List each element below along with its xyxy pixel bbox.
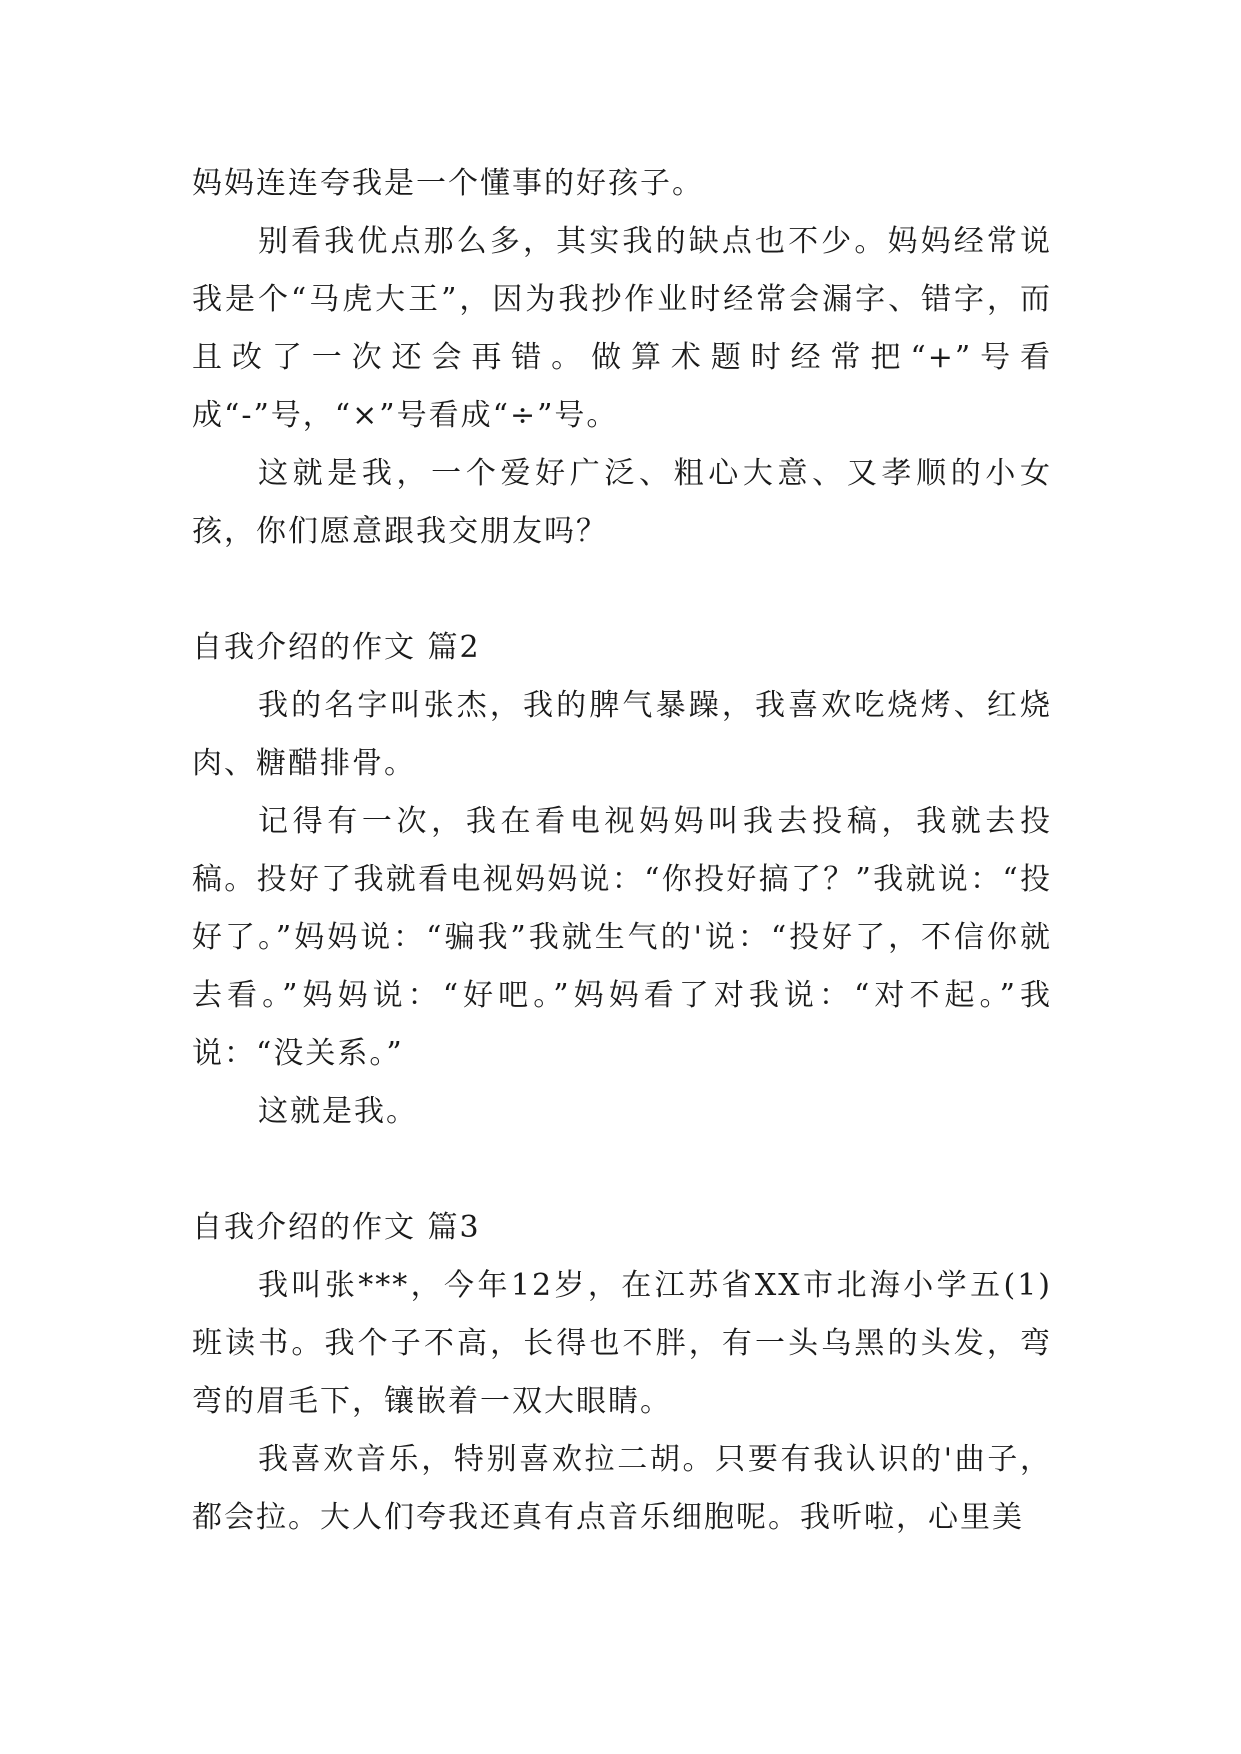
paragraph: 这就是我。 [258, 1094, 418, 1129]
paragraph: 我叫张***，今年12岁，在江苏省XX市北海小学五(1)班读书。我个子不高，长得也不胖，有一头乌黑的头发，弯弯的眉毛下，镶嵌着一双大眼睛。 [192, 1268, 1052, 1419]
document-body [192, 155, 1052, 1547]
paragraph: 我的名字叫张杰，我的脾气暴躁，我喜欢吃烧烤、红烧肉、糖醋排骨。 [192, 688, 1052, 781]
paragraph: 我喜欢音乐，特别喜欢拉二胡。只要有我认识的'曲子，都会拉。大人们夸我还真有点音乐细胞呢。我听啦，心里美 [192, 1442, 1052, 1535]
section-heading: 自我介绍的作文 篇2 [192, 630, 481, 665]
paragraph: 这就是我，一个爱好广泛、粗心大意、又孝顺的小女孩，你们愿意跟我交朋友吗？ [192, 456, 1052, 549]
section-heading: 自我介绍的作文 篇3 [192, 1210, 481, 1245]
paragraph: 别看我优点那么多，其实我的缺点也不少。妈妈经常说我是个“马虎大王”，因为我抄作业时经常会漏字、错字，而且改了一次还会再错。做算术题时经常把“+”号看成“-”号，“×”号看成“÷”号。 [192, 224, 1052, 433]
paragraph: 妈妈连连夸我是一个懂事的好孩子。 [192, 166, 704, 201]
paragraph: 记得有一次，我在看电视妈妈叫我去投稿，我就去投稿。投好了我就看电视妈妈说：“你投好搞了？”我就说：“投好了。”妈妈说：“骗我”我就生气的'说：“投好了，不信你就去看。”妈妈说：“好吧。”妈妈看了对我说：“对不起。”我说：“没关系。” [192, 804, 1052, 1071]
